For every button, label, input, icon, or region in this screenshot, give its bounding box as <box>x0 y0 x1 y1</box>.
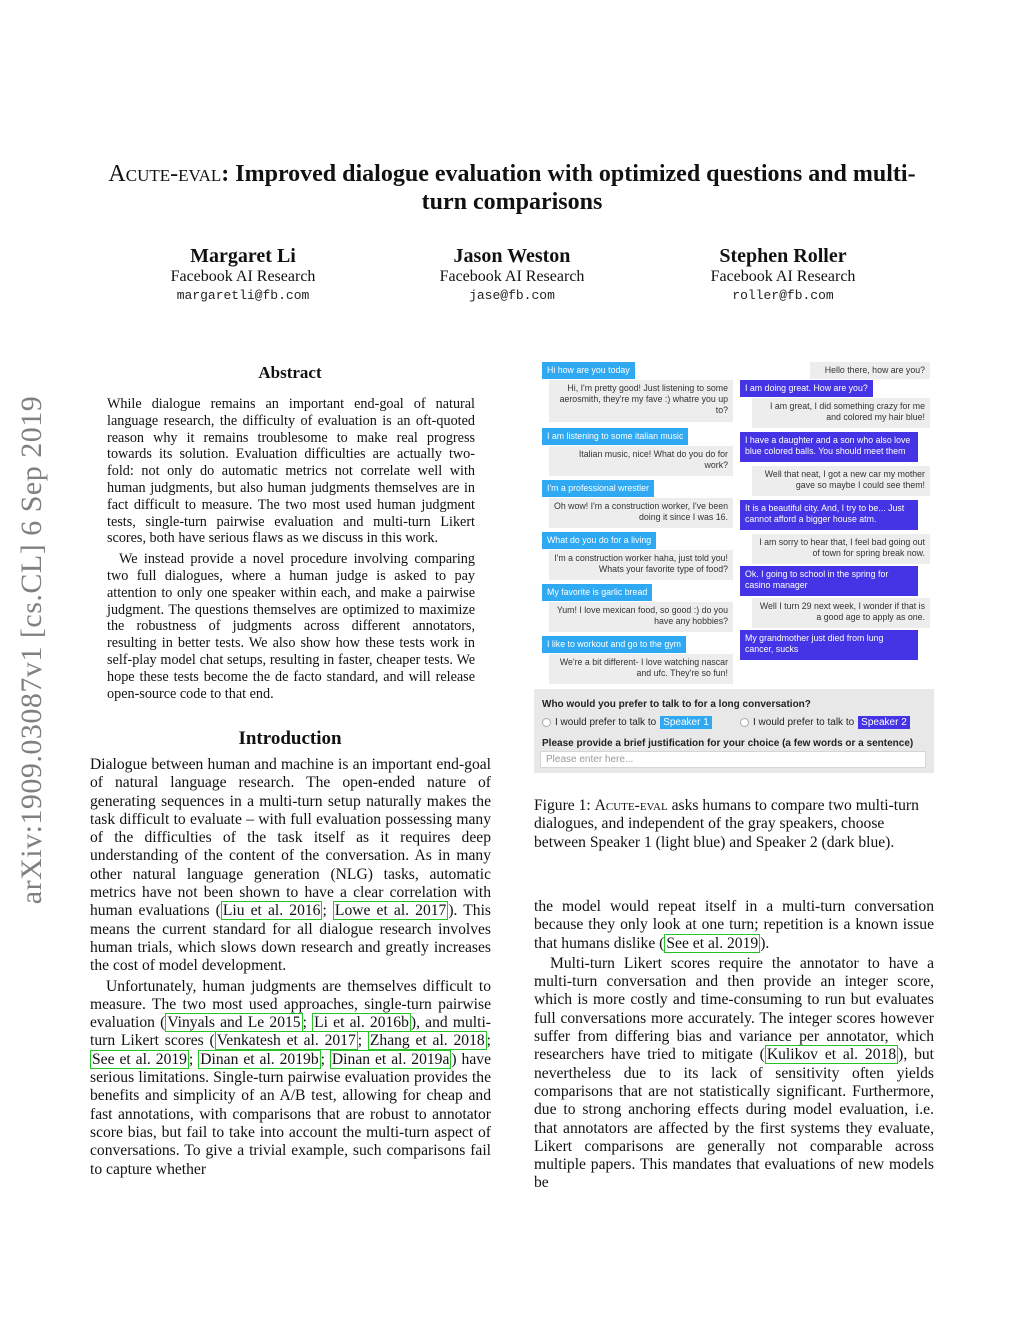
arxiv-stamp-text: arXiv:1909.03087v1 [cs.CL] 6 Sep 2019 <box>15 395 48 905</box>
citation-link[interactable]: Zhang et al. 2018 <box>369 1032 485 1050</box>
author-name: Margaret Li <box>190 245 296 267</box>
author-affiliation: Facebook AI Research <box>170 268 316 285</box>
citation-link[interactable]: Venkatesh et al. 2017 <box>216 1032 356 1050</box>
citation-link[interactable]: Kulikov et al. 2018 <box>766 1046 897 1064</box>
title-text: : Improved dialogue evaluation with optimized questions and multi-turn comparisons <box>221 161 916 215</box>
citation-link[interactable]: Lowe et al. 2017 <box>334 902 447 920</box>
chat-bubble-speaker1: I like to workout and go to the gym <box>542 636 686 653</box>
arxiv-stamp <box>12 360 52 940</box>
chat-bubble-speaker2: Ok. I going to school in the spring for casino manager <box>740 566 918 596</box>
chat-bubble-gray: Italian music, nice! What do you do for work? <box>549 446 733 476</box>
author-email[interactable]: roller@fb.com <box>732 288 834 303</box>
justification-input[interactable]: Please enter here... <box>540 751 926 768</box>
introduction-body <box>90 756 491 1179</box>
text-run: ; <box>357 1032 368 1050</box>
text-run: Dialogue between human and machine is an important end-goal of natural language research. The open-ended nature of generating sequences in a multi-turn setup naturally makes the task difficult to evaluate – with full evaluation possessing many of the difficulties of the task itself as it requires deep understanding of the content of the conversation. As in many other natural language generation (NLG) tasks, automatic metrics have not been shown to have a clear correlation with human evaluations ( <box>90 756 491 920</box>
chat-bubble-speaker1: I am listening to some italian music <box>542 428 688 445</box>
chat-bubble-gray: I am great, I did something crazy for me and colored my hair blue! <box>752 398 930 428</box>
option-speaker-2[interactable] <box>740 716 910 729</box>
chat-bubble-gray: Well I turn 29 next week, I wonder if that is a good age to apply as one. <box>752 598 930 628</box>
author-affiliation: Facebook AI Research <box>439 268 585 285</box>
citation-link[interactable]: Liu et al. 2016 <box>222 902 321 920</box>
chat-bubble-gray: We're a bit different- I love watching nascar and ufc. They're so fun! <box>549 654 733 684</box>
caption-system-name: Acute-eval <box>594 797 668 814</box>
chat-bubble-speaker1: Hi how are you today <box>542 362 635 379</box>
evaluation-question: Who would you prefer to talk to for a long conversation? <box>542 699 811 710</box>
title-system-name: Acute-eval <box>108 161 222 187</box>
chat-bubble-speaker1: I'm a professional wrestler <box>542 480 654 497</box>
radio-button[interactable] <box>740 718 749 727</box>
abstract-heading: Abstract <box>258 363 322 382</box>
author-email[interactable]: jase@fb.com <box>469 288 555 303</box>
text-run: Unfortunately, human judgments are themselves difficult to measure. The two most used approaches, single-turn pairwise evaluation ( <box>90 977 491 1032</box>
speaker-2-label: Speaker 2 <box>858 716 910 729</box>
text-run: ). <box>760 934 770 952</box>
text-run: ; <box>188 1050 199 1068</box>
citation-link[interactable]: See et al. 2019 <box>92 1050 187 1068</box>
intro-paragraph <box>90 978 491 1179</box>
abstract-paragraph: While dialogue remains an important end-goal of natural language research, the difficulty of evaluation is an oft-quoted reason why it remains troublesome to make real progress towards its solution. Evaluation difficulties are actually two-fold: not only do automatic metrics not correlate well with human judgments, but also human judgments themselves are in fact difficult to measure. The two most used human judgment tests, single-turn pairwise evaluation and multi-turn Likert scores, both have serious flaws as we discuss in this work. <box>107 396 475 547</box>
citation-link[interactable]: Dinan et al. 2019b <box>200 1050 319 1068</box>
citation-link[interactable]: Vinyals and Le 2015 <box>167 1014 301 1032</box>
text-run: ) have serious limitations. Single-turn pairwise evaluation provides the benefits and simplicity of an A/B test, allowing for cheap and fast annotations, with comparisons that are robust to annotator score bias, but fail to take into account the multi-turn aspect of conversations. To give a trivial example, such comparisons fail to capture whether <box>90 1050 491 1178</box>
author-block <box>382 245 642 305</box>
body-paragraph <box>534 898 934 953</box>
text-run: ), and multi-turn Likert scores ( <box>90 1014 491 1050</box>
option-label: I would prefer to talk to <box>753 717 855 728</box>
right-column-body <box>534 898 934 1193</box>
citation-link[interactable]: Dinan et al. 2019a <box>331 1050 450 1068</box>
text-run: ; <box>322 902 333 920</box>
figure-1 <box>534 358 934 776</box>
chat-bubble-gray: I am sorry to hear that, I feel bad going out of town for spring break now. <box>752 534 930 564</box>
text-run: Multi-turn Likert scores require the annotator to have a multi-turn conversation and then provide an integer score, which is more costly and time-consuming to run but evaluates full conversations more accurately. The integer scores however suffer from differing bias and variance per annotator, which researchers have tried to mitigate ( <box>534 954 934 1064</box>
author-block <box>653 245 913 305</box>
text-run: ; <box>320 1050 330 1068</box>
chat-bubble-gray: Hi, I'm pretty good! Just listening to some aerosmith, they're my fave :) whatre you up to? <box>549 380 733 422</box>
author-name: Jason Weston <box>453 245 571 267</box>
chat-bubble-speaker1: My favorite is garlic bread <box>542 584 652 601</box>
figure-caption <box>534 797 934 852</box>
paper-title <box>90 160 934 216</box>
caption-text: asks humans to compare two multi-turn dialogues, and independent of the gray speakers, choose between Speaker 1 (light blue) and Speaker 2 (dark blue). <box>534 797 919 851</box>
text-run: ). This means the current standard for all dialogue research involves human trials, which slows down research and greatly increases the cost of model development. <box>90 902 492 975</box>
citation-link[interactable]: See et al. 2019 <box>666 934 759 952</box>
justification-label: Please provide a brief justification for your choice (a few words or a sentence) <box>542 738 914 749</box>
text-run: ), but nevertheless due to its lack of sensitivity often yields comparisons that are not statistically significant. Furthermore, due to strong anchoring effects during model evaluation, i.e. that annotators are affected by the first systems they evaluate, Likert comparisons are generally not comparable across multiple papers. This mandates that evaluations of new models be <box>534 1046 934 1192</box>
introduction-heading: Introduction <box>238 728 342 749</box>
intro-paragraph <box>90 756 491 976</box>
chat-bubble-gray: Yum! I love mexican food, so good :) do you have any hobbies? <box>549 602 733 632</box>
text-run: ; <box>486 1032 492 1050</box>
abstract-body <box>107 396 475 706</box>
author-block <box>113 245 373 305</box>
chat-bubble-speaker2: It is a beautiful city. And, I try to be... Just cannot afford a bigger house atm. <box>740 500 918 530</box>
chat-bubble-gray: Well that neat, I got a new car my mother gave so maybe I could see them! <box>752 466 930 496</box>
chat-bubble-speaker2: I am doing great. How are you? <box>740 380 873 397</box>
chat-bubble-speaker1: What do you do for a living <box>542 532 656 549</box>
abstract-paragraph: We instead provide a novel procedure involving comparing two full dialogues, where a human judge is asked to pay attention to only one speaker within each, and make a pairwise judgment. The questions themselves are optimized to maximize the robustness of judgments across different annotators, resulting in better tests. We also show how these tests work in self-play model chat setups, resulting in faster, cheaper tests. We hope these tests become the de facto standard, and will release open-source code to that end. <box>107 551 475 702</box>
option-label: I would prefer to talk to <box>555 717 657 728</box>
author-email[interactable]: margaretli@fb.com <box>176 288 310 303</box>
chat-bubble-speaker2: My grandmother just died from lung cancer, sucks <box>740 630 918 660</box>
evaluation-question-panel <box>534 689 934 773</box>
text-run: ; <box>302 1014 313 1032</box>
radio-button[interactable] <box>542 718 551 727</box>
chat-bubble-gray: Hello there, how are you? <box>810 362 930 379</box>
caption-label: Figure 1: <box>534 797 595 814</box>
citation-link[interactable]: Li et al. 2016b <box>314 1014 409 1032</box>
chat-bubble-gray: I'm a construction worker haha, just told you! Whats your favorite type of food? <box>549 550 733 580</box>
author-name: Stephen Roller <box>719 245 847 267</box>
chat-bubble-speaker2: I have a daughter and a son who also love blue colored balls. You should meet them <box>740 432 918 462</box>
author-affiliation: Facebook AI Research <box>710 268 856 285</box>
text-run: the model would repeat itself in a multi-turn conversation because they only look at one turn; repetition is a known issue that humans dislike ( <box>534 898 934 952</box>
speaker-1-label: Speaker 1 <box>660 716 712 729</box>
option-speaker-1[interactable] <box>542 716 712 729</box>
body-paragraph <box>534 955 934 1193</box>
chat-bubble-gray: Oh wow! I'm a construction worker, I've been doing it since I was 16. <box>549 498 733 528</box>
